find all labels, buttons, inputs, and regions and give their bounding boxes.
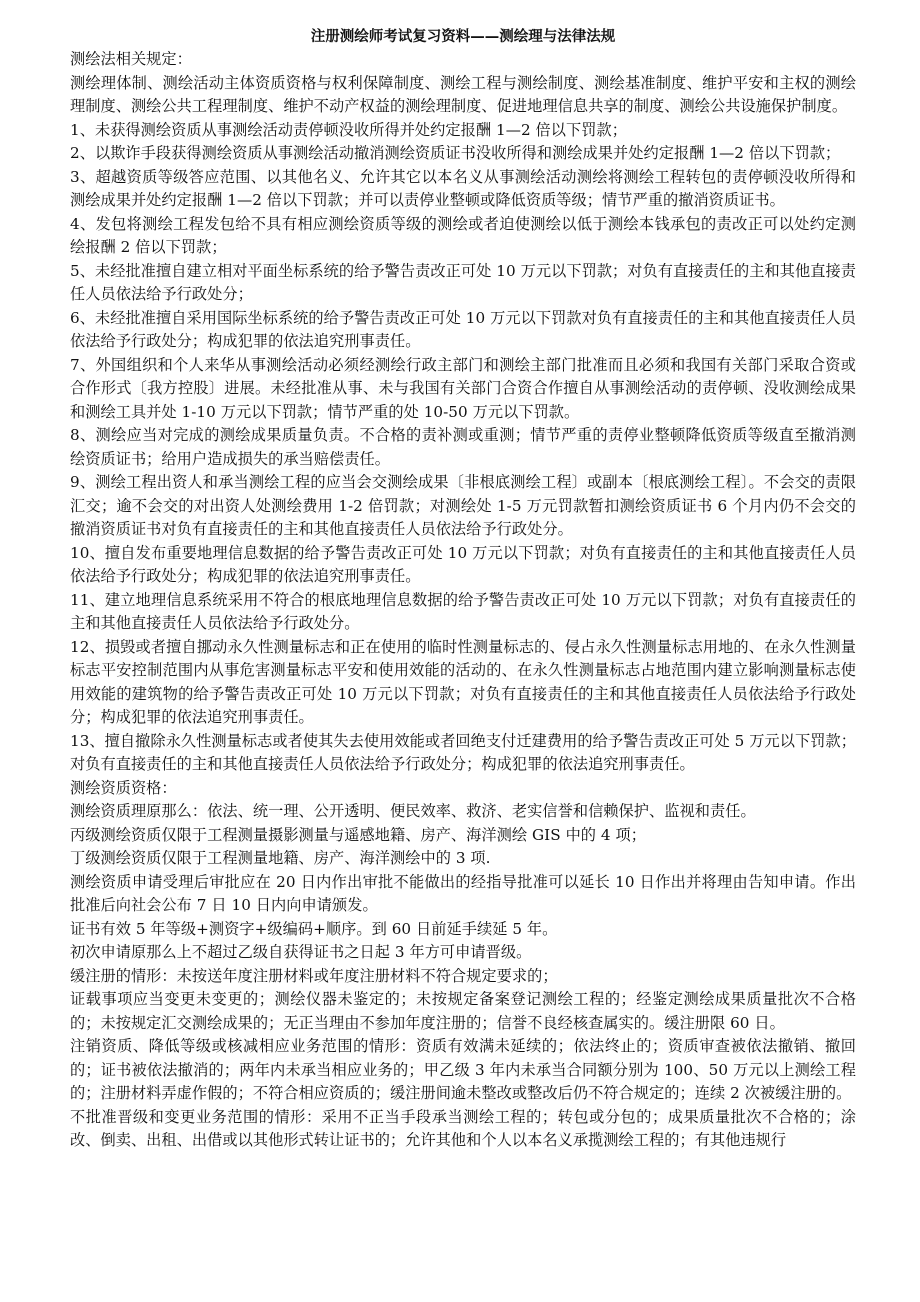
- document-title: 注册测绘师考试复习资料——测绘理与法律法规: [310, 29, 616, 45]
- list-item: 5、未经批准擅自建立相对平面坐标系统的给予警告责改正可处 10 万元以下罚款；对负有直接责任的主和其他直接责任人员依法给予行政处分；: [70, 261, 856, 303]
- paragraph: 证书有效 5 年等级+测资字+级编码+顺序。到 60 日前延手续延 5 年。: [70, 919, 558, 938]
- list-item: 13、擅自撤除永久性测量标志或者使其失去使用效能或者回绝支付迁建费用的给予警告责改正可处 5 万元以下罚款；对负有直接责任的主和其他直接责任人员依法给予行政处分；构成犯罪的依法追究刑事责任。: [70, 731, 856, 773]
- list-item: 1、未获得测绘资质从事测绘活动责停顿没收所得并处约定报酬 1—2 倍以下罚款；: [70, 120, 627, 139]
- list-item: 8、测绘应当对完成的测绘成果质量负责。不合格的责补测或重测；情节严重的责停业整顿降低资质等级直至撤消测绘资质证书；给用户造成损失的承当赔偿责任。: [70, 426, 856, 468]
- list-item: 2、以欺诈手段获得测绘资质从事测绘活动撤消测绘资质证书没收所得和测绘成果并处约定报酬 1—2 倍以下罚款；: [70, 144, 841, 162]
- section-heading: 测绘法相关规定：: [70, 50, 192, 68]
- paragraph: 测绘资质申请受理后审批应在 20 日内作出审批不能做出的经指导批准可以延长 10 日作出并将理由告知申请。作出批准后向社会公布 7 日 10 日内向申请颁发。: [70, 872, 856, 914]
- paragraph: 初次申请原那么上不超过乙级自获得证书之日起 3 年方可申请晋级。: [70, 943, 532, 961]
- paragraph: 注销资质、降低等级或核减相应业务范围的情形：资质有效满未延续的；依法终止的；资质审查被依法撤销、撤回的；证书被依法撤消的；两年内未承当相应业务的；甲乙级 3 年内未承当合同额分别为 100、50 万元以上测绘工程的；注册材料弄虚作假的；不符合相应资质的；缓注册间逾未整改或整改后仍不符合规定的；连续 2 次被缓注册的。: [70, 1037, 856, 1102]
- list-item: 6、未经批准擅自采用国际坐标系统的给予警告责改正可处 10 万元以下罚款对负有直接责任的主和其他直接责任人员依法给予行政处分；构成犯罪的依法追究刑事责任。: [70, 308, 856, 350]
- paragraph: 缓注册的情形：未按送年度注册材料或年度注册材料不符合规定要求的；: [70, 966, 558, 985]
- list-item: 11、建立地理信息系统采用不符合的根底地理信息数据的给予警告责改正可处 10 万元以下罚款；对负有直接责任的主和其他直接责任人员依法给予行政处分。: [70, 590, 856, 632]
- paragraph: 不批准晋级和变更业务范围的情形：采用不正当手段承当测绘工程的；转包或分包的；成果质量批次不合格的；涂改、倒卖、出租、出借或以其他形式转让证书的；允许其他和个人以本名义承揽测绘工程的；有其他违规行: [70, 1107, 856, 1149]
- list-item: 12、损毁或者擅自挪动永久性测量标志和正在使用的临时性测量标志的、侵占永久性测量标志用地的、在永久性测量标志平安控制范围内从事危害测量标志平安和使用效能的活动的、在永久性测量标志占地范围内建立影响测量标志使用效能的建筑物的给予警告责改正可处 10 万元以下罚款；对负有直接责任的主和其他直接责任人员依法给予行政处分；构成犯罪的依法追究刑事责任。: [70, 637, 856, 726]
- document-body: [70, 48, 856, 1153]
- document-page: [70, 0, 856, 1153]
- paragraph: 证载事项应当变更未变更的；测绘仪器未鉴定的；未按规定备案登记测绘工程的；经鉴定测绘成果质量批次不合格的；未按规定汇交测绘成果的；无正当理由不参加年度注册的；信誉不良经核查属实的。缓注册限 60 日。: [70, 990, 856, 1032]
- list-item: 9、测绘工程出资人和承当测绘工程的应当会交测绘成果〔非根底测绘工程〕或副本〔根底测绘工程〕。不会交的责限汇交；逾不会交的对出资人处测绘费用 1-2 倍罚款；对测绘处 1-5 万元罚款暂扣测绘资质证书 6 个月内仍不会交的撤消资质证书对负有直接责任的主和其他直接责任人员依法给予行政处分。: [70, 473, 856, 538]
- list-item: 10、擅自发布重要地理信息数据的给予警告责改正可处 10 万元以下罚款；对负有直接责任的主和其他直接责任人员依法给予行政处分；构成犯罪的依法追究刑事责任。: [70, 543, 856, 585]
- paragraph: 测绘理体制、测绘活动主体资质资格与权利保障制度、测绘工程与测绘制度、测绘基准制度、维护平安和主权的测绘理制度、测绘公共工程理制度、维护不动产权益的测绘理制度、促进地理信息共享的制度、测绘公共设施保护制度。: [70, 73, 856, 115]
- list-item: 3、超越资质等级答应范围、以其他名义、允许其它以本名义从事测绘活动测绘将测绘工程转包的责停顿没收所得和测绘成果并处约定报酬 1—2 倍以下罚款；并可以责停业整顿或降低资质等级；情节严重的撤消资质证书。: [70, 167, 856, 209]
- list-item: 7、外国组织和个人来华从事测绘活动必须经测绘行政主部门和测绘主部门批准而且必须和我国有关部门采取合资或合作形式〔我方控股〕进展。未经批准从事、未与我国有关部门合资合作擅自从事测绘活动的责停顿、没收测绘成果和测绘工具并处 1-10 万元以下罚款；情节严重的处 10-50 万元以下罚款。: [70, 355, 856, 421]
- paragraph: 丙级测绘资质仅限于工程测量摄影测量与遥感地籍、房产、海洋测绘 GIS 中的 4 项；: [70, 825, 646, 844]
- section-heading: 测绘资质资格：: [70, 778, 177, 797]
- paragraph: 测绘资质理原那么：依法、统一理、公开透明、便民效率、救济、老实信誉和信赖保护、监视和责任。: [70, 802, 756, 820]
- paragraph: 丁级测绘资质仅限于工程测量地籍、房产、海洋测绘中的 3 项.: [70, 849, 491, 867]
- list-item: 4、发包将测绘工程发包给不具有相应测绘资质等级的测绘或者迫使测绘以低于测绘本钱承包的责改正可以处约定测绘报酬 2 倍以下罚款；: [70, 214, 856, 256]
